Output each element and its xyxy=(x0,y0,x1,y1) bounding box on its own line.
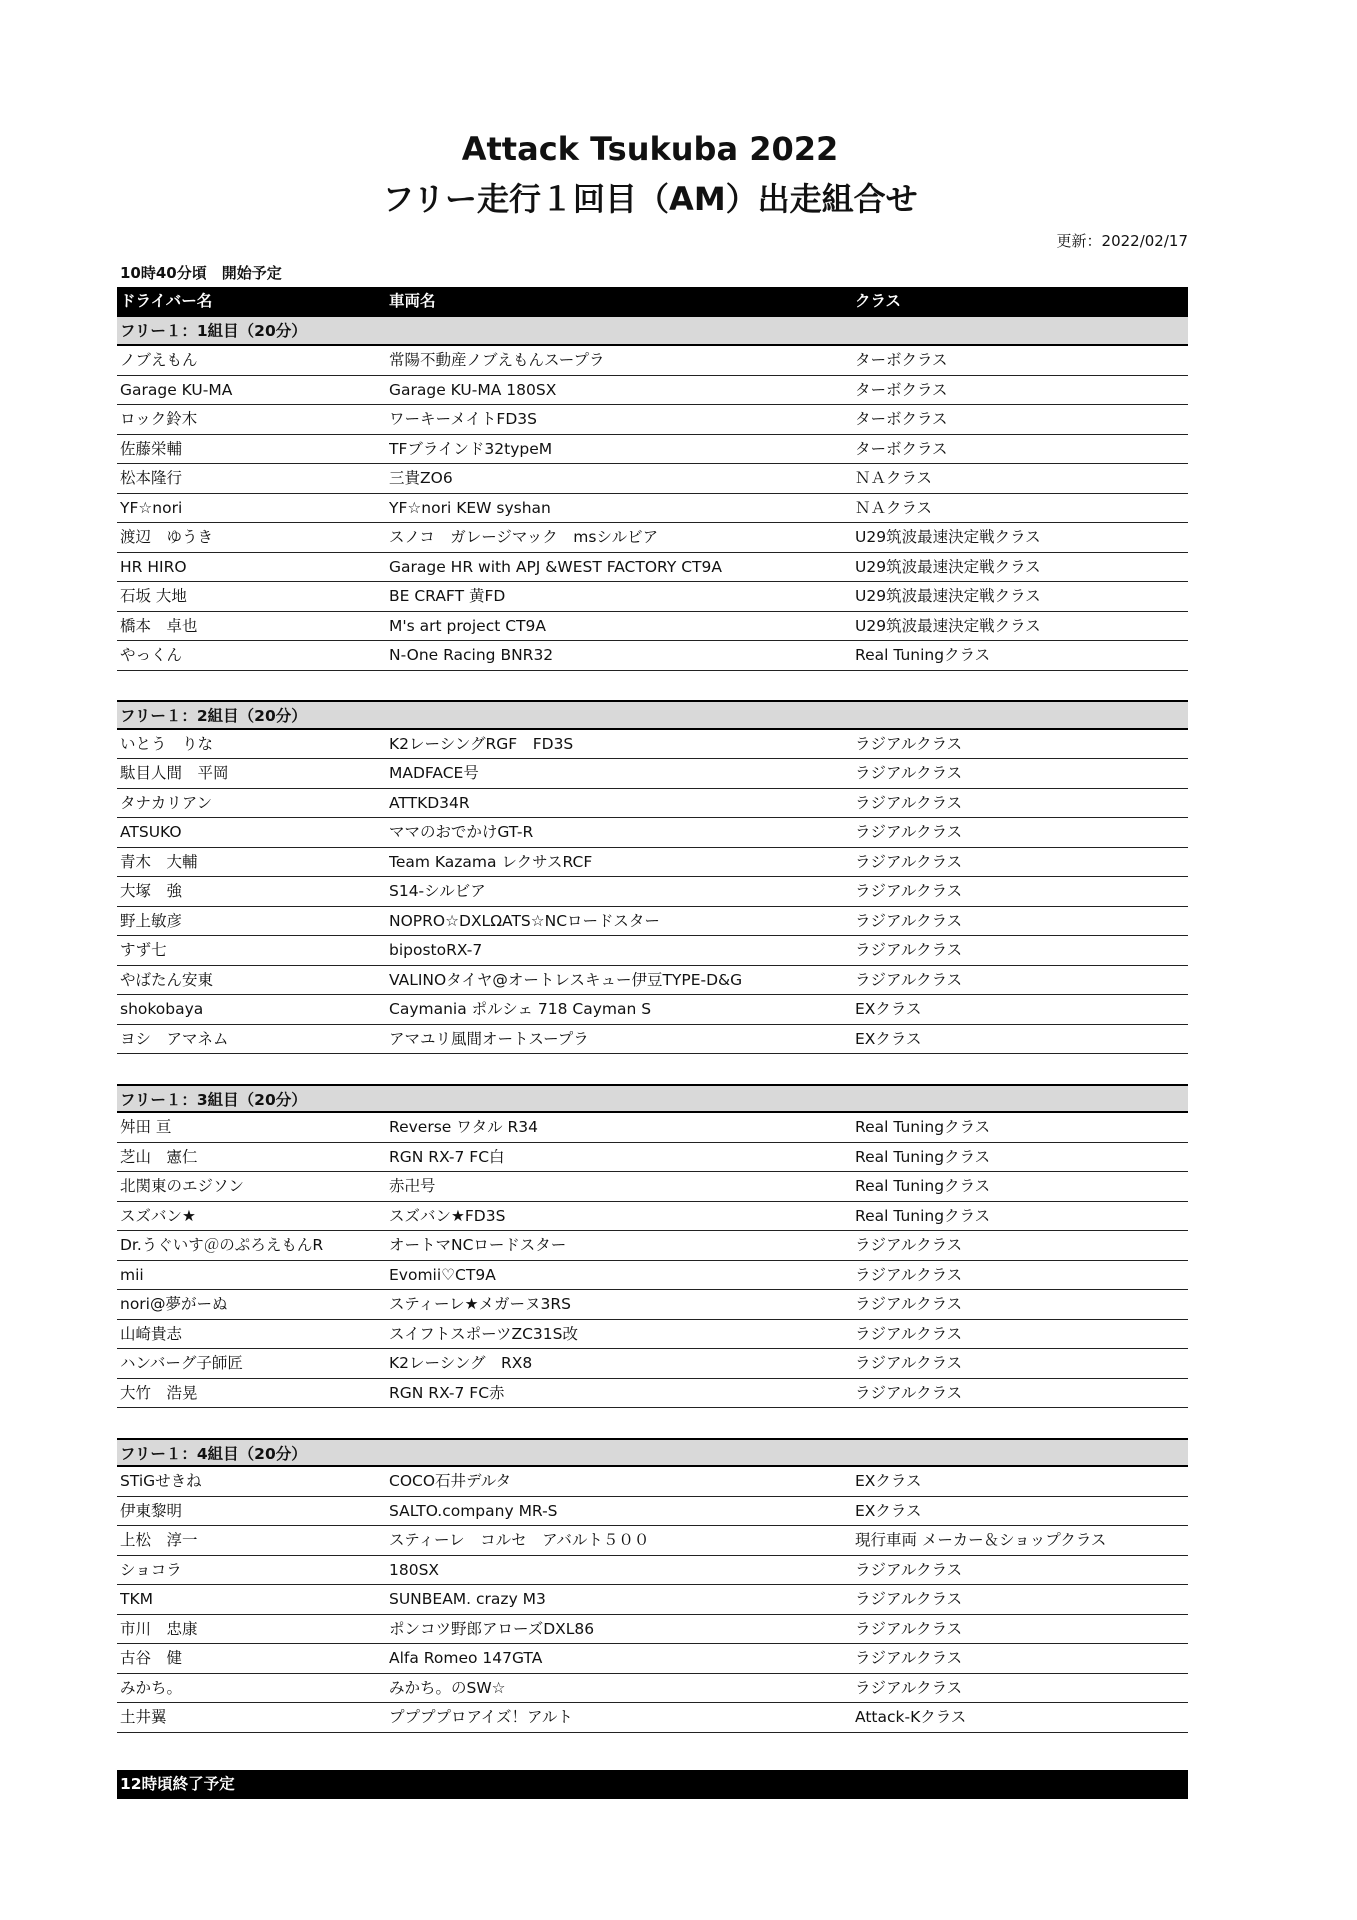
class-cell: U29筑波最速決定戦クラス xyxy=(855,616,1041,635)
table-row xyxy=(117,730,1188,760)
car-cell: Caymania ポルシェ 718 Cayman S xyxy=(389,1000,652,1018)
driver-cell: 佐藤栄輔 xyxy=(120,439,183,458)
table-row xyxy=(117,1025,1188,1055)
group-header xyxy=(117,317,1188,347)
car-cell: RGN RX-7 FC白 xyxy=(389,1147,505,1166)
table-row xyxy=(117,464,1188,494)
table-row xyxy=(117,1556,1188,1586)
class-cell: ラジアルクラス xyxy=(855,970,963,989)
car-cell: ATTKD34R xyxy=(389,793,470,812)
class-cell: Real Tuningクラス xyxy=(855,646,991,664)
group-spacer xyxy=(117,671,1188,701)
table-row xyxy=(117,1585,1188,1615)
table-row xyxy=(117,1202,1188,1232)
class-cell: ＮＡクラス xyxy=(855,498,933,517)
table-row xyxy=(117,1349,1188,1379)
driver-cell: TKM xyxy=(120,1590,154,1608)
table-row xyxy=(117,582,1188,612)
car-cell: 赤卍号 xyxy=(389,1177,436,1195)
car-cell: アマユリ風間オートスープラ xyxy=(389,1029,589,1048)
driver-cell: Dr.うぐいす＠のぷろえもんR xyxy=(120,1236,324,1254)
group-header xyxy=(117,1438,1188,1468)
driver-cell: ノブえもん xyxy=(120,351,198,369)
class-cell: Real Tuningクラス xyxy=(855,1206,991,1225)
driver-cell: 青木 大輔 xyxy=(120,852,198,871)
car-cell: TFブラインド32typeM xyxy=(389,439,553,458)
table-row xyxy=(117,966,1188,996)
table-row xyxy=(117,907,1188,937)
driver-cell: 市川 忠康 xyxy=(120,1619,198,1638)
class-cell: ラジアルクラス xyxy=(855,1560,963,1579)
driver-cell: YF☆nori xyxy=(120,498,183,517)
class-cell: 現行車両 メーカー＆ショップクラス xyxy=(855,1531,1107,1549)
table-row xyxy=(117,346,1188,376)
group-header xyxy=(117,700,1188,730)
table-row xyxy=(117,1703,1188,1733)
table-row xyxy=(117,1143,1188,1173)
class-cell: ラジアルクラス xyxy=(855,852,963,871)
driver-cell: ヨシ アマネム xyxy=(120,1029,229,1048)
table-row xyxy=(117,759,1188,789)
car-cell: Garage HR with APJ &WEST FACTORY CT9A xyxy=(389,557,722,576)
driver-cell: ハンバーグ子師匠 xyxy=(120,1354,243,1372)
class-cell: ラジアルクラス xyxy=(855,1236,963,1254)
class-cell: ラジアルクラス xyxy=(855,1324,963,1343)
class-cell: ラジアルクラス xyxy=(855,1590,963,1608)
class-cell: EXクラス xyxy=(855,1029,922,1048)
group-header xyxy=(117,1084,1188,1114)
driver-cell: 大竹 浩晃 xyxy=(120,1383,198,1402)
table-row xyxy=(117,523,1188,553)
class-cell: ラジアルクラス xyxy=(855,882,963,900)
driver-cell: 上松 淳一 xyxy=(120,1531,198,1549)
table-row xyxy=(117,1379,1188,1409)
end-time-bar xyxy=(117,1770,1188,1799)
class-cell: ラジアルクラス xyxy=(855,1354,963,1372)
table-row xyxy=(117,848,1188,878)
car-cell: ポンコツ野郎アローズDXL86 xyxy=(389,1619,595,1638)
table-row xyxy=(117,1467,1188,1497)
car-cell: Reverse ワタル R34 xyxy=(389,1118,538,1136)
driver-cell: ATSUKO xyxy=(120,823,182,841)
car-cell: RGN RX-7 FC赤 xyxy=(389,1383,505,1402)
class-cell: EXクラス xyxy=(855,1472,922,1490)
table-row xyxy=(117,1644,1188,1674)
driver-cell: 北関東のエジソン xyxy=(120,1177,245,1195)
group-list xyxy=(117,317,1188,1733)
class-cell: ラジアルクラス xyxy=(855,941,963,959)
car-cell: スティーレ コルセ アバルト５００ xyxy=(389,1531,650,1549)
class-cell: ラジアルクラス xyxy=(855,823,963,841)
group-spacer xyxy=(117,1054,1188,1084)
page-subtitle: フリー走行１回目（AM）出走組合せ xyxy=(382,180,918,218)
car-cell: ママのおでかけGT-R xyxy=(389,823,534,841)
table-row xyxy=(117,376,1188,406)
table-row xyxy=(117,641,1188,671)
car-cell: S14-シルビア xyxy=(389,882,486,900)
group-title: フリー１：3組目（20分） xyxy=(120,1090,307,1109)
car-cell: NOPRO☆DXLΩATS☆NCロードスター xyxy=(389,911,660,930)
driver-cell: みかち。 xyxy=(120,1678,183,1697)
table-row xyxy=(117,877,1188,907)
driver-cell: Garage KU-MA xyxy=(120,380,233,399)
car-cell: スズバン★FD3S xyxy=(389,1206,506,1225)
group-title: フリー１：2組目（20分） xyxy=(120,707,307,725)
table-row xyxy=(117,405,1188,435)
driver-cell: 芝山 憲仁 xyxy=(120,1147,198,1166)
car-cell: BE CRAFT 黄FD xyxy=(389,587,506,605)
driver-cell: やばたん安東 xyxy=(120,970,214,989)
driver-cell: ショコラ xyxy=(120,1560,182,1579)
car-cell: 180SX xyxy=(389,1560,440,1579)
car-cell: スティーレ★メガーヌ3RS xyxy=(389,1295,572,1313)
driver-cell: STiGせきね xyxy=(120,1472,202,1490)
car-cell: Garage KU-MA 180SX xyxy=(389,380,557,399)
class-cell: ラジアルクラス xyxy=(855,1678,963,1697)
class-cell: EXクラス xyxy=(855,1000,922,1018)
driver-cell: 古谷 健 xyxy=(120,1649,183,1667)
class-cell: ＮＡクラス xyxy=(855,469,933,487)
end-time-note: 12時頃終了予定 xyxy=(120,1775,235,1793)
table-header xyxy=(117,287,1188,317)
table-row xyxy=(117,435,1188,465)
entry-table xyxy=(117,287,1188,1733)
table-row xyxy=(117,1615,1188,1645)
car-cell: M's art project CT9A xyxy=(389,616,546,635)
driver-cell: 石坂 大地 xyxy=(120,587,187,605)
updated-date: 更新：2022/02/17 xyxy=(1056,232,1188,250)
table-row xyxy=(117,1290,1188,1320)
driver-cell: 駄目人間 平岡 xyxy=(120,764,229,782)
table-row xyxy=(117,936,1188,966)
driver-cell: 山崎貴志 xyxy=(120,1324,183,1343)
driver-cell: nori@夢がーぬ xyxy=(120,1295,228,1313)
driver-cell: 橋本 卓也 xyxy=(120,616,198,635)
table-row xyxy=(117,494,1188,524)
class-cell: Real Tuningクラス xyxy=(855,1177,991,1195)
driver-cell: 野上敏彦 xyxy=(120,911,183,930)
driver-cell: shokobaya xyxy=(120,1000,204,1018)
table-row xyxy=(117,995,1188,1025)
car-cell: K2レーシングRGF FD3S xyxy=(389,734,574,753)
class-cell: ラジアルクラス xyxy=(855,1295,963,1313)
class-cell: ラジアルクラス xyxy=(855,734,963,753)
table-row xyxy=(117,612,1188,642)
driver-cell: すず七 xyxy=(120,941,167,959)
class-cell: ラジアルクラス xyxy=(855,1649,963,1667)
car-cell: Alfa Romeo 147GTA xyxy=(389,1649,543,1667)
car-cell: 常陽不動産ノブえもんスープラ xyxy=(389,351,605,369)
group-title: フリー１：4組目（20分） xyxy=(120,1444,307,1463)
class-cell: ターボクラス xyxy=(855,410,948,428)
page-title: Attack Tsukuba 2022 xyxy=(461,130,839,168)
driver-cell: タナカリアン xyxy=(120,793,213,812)
car-cell: MADFACE号 xyxy=(389,764,479,782)
header-car: 車両名 xyxy=(389,292,436,310)
class-cell: ラジアルクラス xyxy=(855,1619,963,1638)
driver-cell: mii xyxy=(120,1265,144,1284)
table-row xyxy=(117,553,1188,583)
driver-cell: HR HIRO xyxy=(120,557,187,576)
header-class: クラス xyxy=(855,292,902,310)
class-cell: Real Tuningクラス xyxy=(855,1147,991,1166)
car-cell: SUNBEAM. crazy M3 xyxy=(389,1590,546,1608)
table-row xyxy=(117,1172,1188,1202)
class-cell: ラジアルクラス xyxy=(855,793,963,812)
class-cell: ターボクラス xyxy=(855,351,948,369)
table-row xyxy=(117,789,1188,819)
car-cell: 三貴ZO6 xyxy=(389,469,453,487)
class-cell: ラジアルクラス xyxy=(855,911,963,930)
class-cell: ラジアルクラス xyxy=(855,1265,963,1284)
class-cell: ラジアルクラス xyxy=(855,1383,963,1402)
class-cell: Attack-Kクラス xyxy=(855,1708,967,1726)
group-spacer xyxy=(117,1408,1188,1438)
driver-cell: 舛田 亘 xyxy=(120,1118,172,1136)
table-row xyxy=(117,1497,1188,1527)
driver-cell: やっくん xyxy=(120,646,183,664)
car-cell: N-One Racing BNR32 xyxy=(389,646,554,664)
car-cell: bipostoRX-7 xyxy=(389,941,483,959)
driver-cell: 松本隆行 xyxy=(120,469,183,487)
header-driver: ドライバー名 xyxy=(120,292,213,310)
car-cell: YF☆nori KEW syshan xyxy=(389,498,551,517)
group-title: フリー１：1組目（20分） xyxy=(120,321,307,340)
car-cell: VALINOタイヤ@オートレスキュー伊豆TYPE-D&G xyxy=(389,970,743,989)
class-cell: U29筑波最速決定戦クラス xyxy=(855,557,1041,576)
table-row xyxy=(117,1113,1188,1143)
car-cell: Team Kazama レクサスRCF xyxy=(389,852,593,871)
table-row xyxy=(117,818,1188,848)
table-row xyxy=(117,1674,1188,1704)
class-cell: U29筑波最速決定戦クラス xyxy=(855,528,1041,546)
car-cell: ワーキーメイトFD3S xyxy=(389,410,537,428)
class-cell: ラジアルクラス xyxy=(855,764,963,782)
car-cell: スノコ ガレージマック msシルビア xyxy=(389,528,659,546)
car-cell: オートマNCロードスター xyxy=(389,1236,567,1254)
car-cell: COCO石井デルタ xyxy=(389,1472,512,1490)
driver-cell: ロック鈴木 xyxy=(120,410,198,428)
table-row xyxy=(117,1231,1188,1261)
table-row xyxy=(117,1526,1188,1556)
class-cell: ターボクラス xyxy=(855,380,948,399)
car-cell: みかち。のSW☆ xyxy=(389,1678,506,1697)
driver-cell: 土井翼 xyxy=(120,1708,167,1726)
start-time-note: 10時40分頃 開始予定 xyxy=(120,264,282,282)
class-cell: U29筑波最速決定戦クラス xyxy=(855,587,1041,605)
driver-cell: 伊東黎明 xyxy=(120,1501,183,1520)
driver-cell: 渡辺 ゆうき xyxy=(120,528,214,546)
car-cell: SALTO.company MR-S xyxy=(389,1501,558,1520)
car-cell: Evomii♡CT9A xyxy=(389,1265,496,1284)
car-cell: K2レーシング RX8 xyxy=(389,1354,533,1372)
driver-cell: 大塚 強 xyxy=(120,882,183,900)
class-cell: Real Tuningクラス xyxy=(855,1118,991,1136)
table-row xyxy=(117,1320,1188,1350)
driver-cell: スズバン★ xyxy=(120,1206,196,1225)
car-cell: スイフトスポーツZC31S改 xyxy=(389,1324,578,1343)
driver-cell: いとう りな xyxy=(120,734,214,753)
table-row xyxy=(117,1261,1188,1291)
class-cell: ターボクラス xyxy=(855,439,948,458)
class-cell: EXクラス xyxy=(855,1501,922,1520)
car-cell: ププププロアイズ！アルト xyxy=(389,1708,573,1726)
